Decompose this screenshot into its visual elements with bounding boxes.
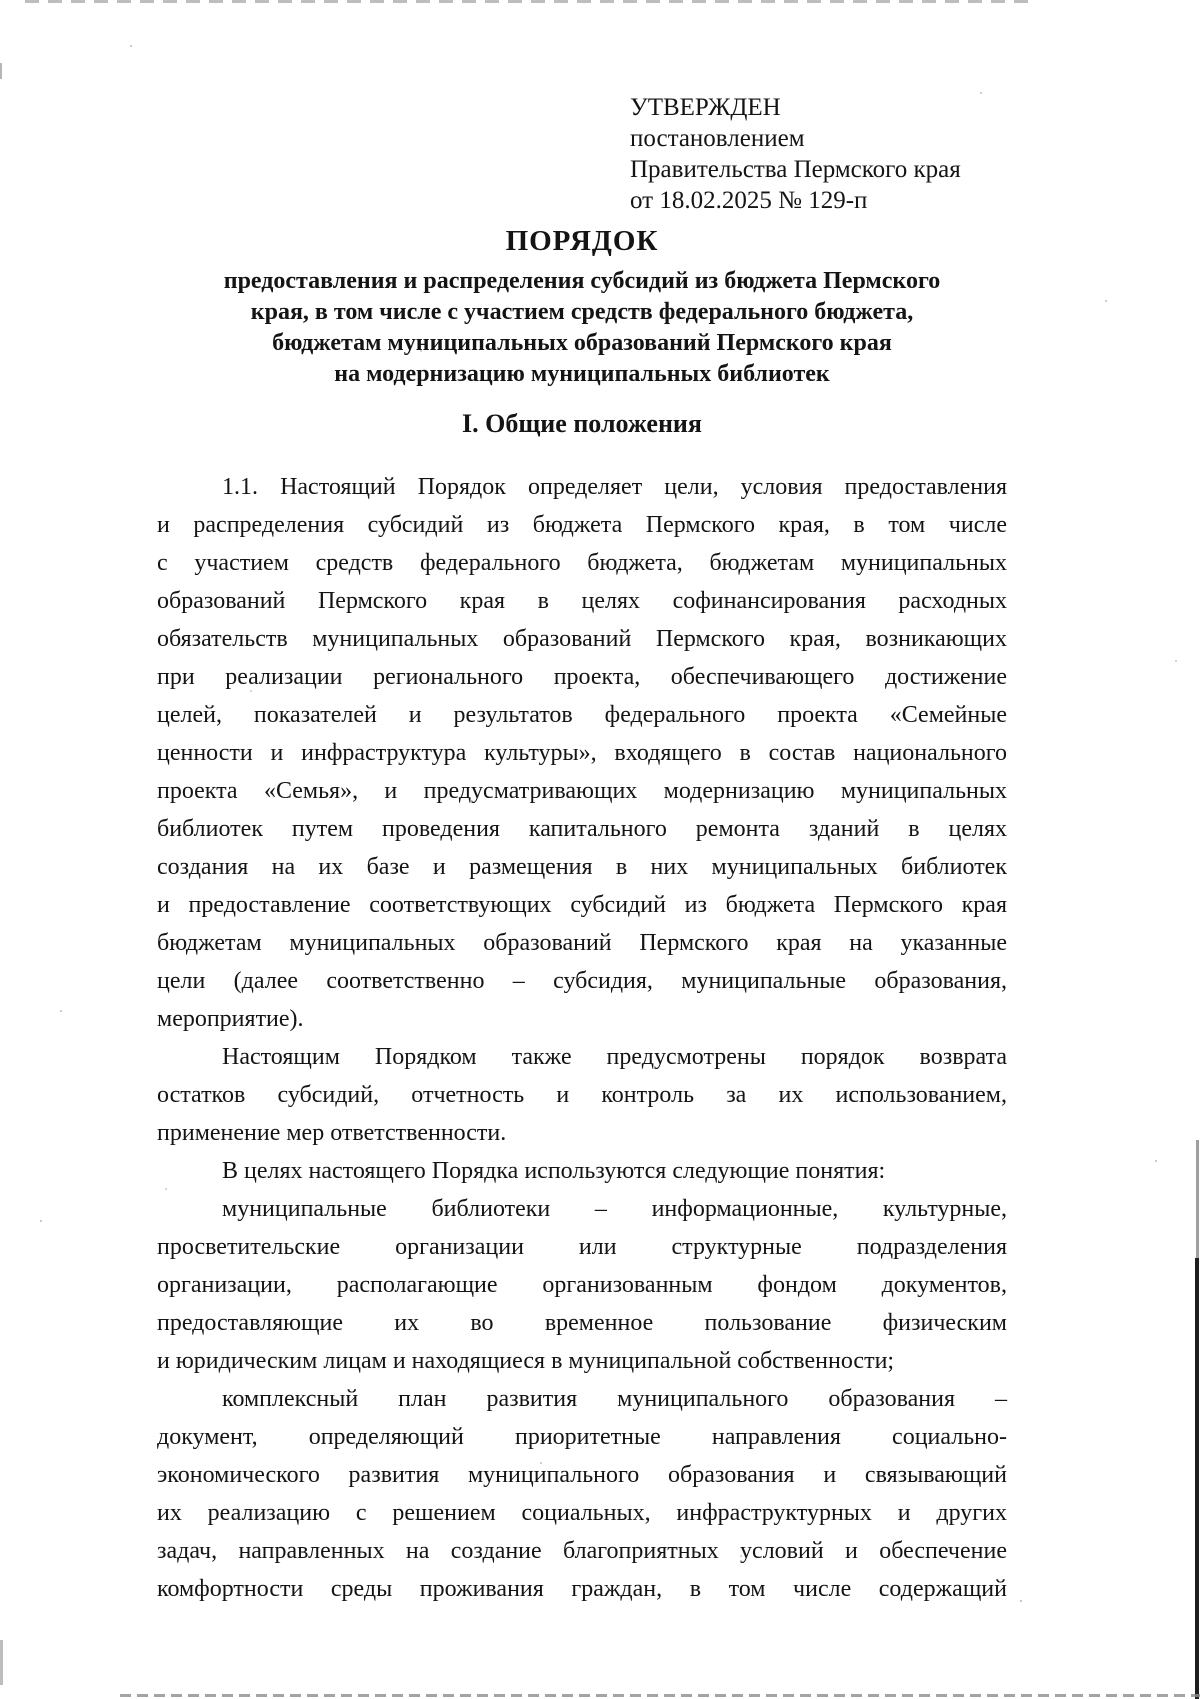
approval-block [630,92,1100,216]
scan-edge-artifact-top [25,0,1035,3]
text-line: предоставляющие их во временное пользование физическим [157,1310,1007,1336]
text-line: мероприятие). [157,1006,304,1032]
text-line: комфортности среды проживания граждан, в том числе содержащий [157,1576,1007,1602]
text-line: целей, показателей и результатов федерального проекта «Семейные [157,702,1007,728]
paragraph [157,1190,1007,1380]
scan-edge-artifact-left [0,63,2,79]
text-line: бюджетам муниципальных образований Пермского края на указанные [157,930,1007,956]
text-line: с участием средств федерального бюджета, бюджетам муниципальных [157,550,1007,576]
text-line: остатков субсидий, отчетность и контроль за их использованием, [157,1082,1007,1108]
paragraph [157,1152,1007,1190]
paragraph [157,1380,1007,1608]
text-line: предоставления и распределения субсидий из бюджета Пермского [223,268,941,294]
document-title: ПОРЯДОК [505,225,659,257]
scan-edge-artifact-right-gray [1196,1140,1199,1258]
text-line: на модернизацию муниципальных библиотек [334,361,830,387]
scan-edge-artifact-right-black [1195,1258,1199,1699]
text-line: библиотек путем проведения капитального ремонта зданий в целях [157,816,1007,842]
paragraph [157,1038,1007,1152]
section-heading: I. Общие положения [462,409,702,438]
document-subtitle [157,266,1007,390]
scan-edge-artifact-left-lower [0,1640,3,1685]
text-line: просветительские организации или структурные подразделения [157,1234,1007,1260]
text-line: цели (далее соответственно – субсидия, муниципальные образования, [157,968,1007,994]
text-line: от 18.02.2025 № 129-п [630,187,868,214]
document-body [157,468,1007,1608]
text-line: их реализацию с решением социальных, инфраструктурных и других [157,1500,1007,1526]
text-line: и предоставление соответствующих субсидий из бюджета Пермского края [157,892,1007,918]
text-line: В целях настоящего Порядка используются следующие понятия: [222,1158,886,1184]
text-line: документ, определяющий приоритетные направления социально- [157,1424,1007,1450]
text-line: ценности и инфраструктура культуры», входящего в состав национального [157,740,1007,766]
text-line: бюджетам муниципальных образований Пермского края [272,330,892,356]
text-line: и распределения субсидий из бюджета Пермского края, в том числе [157,512,1007,538]
text-line: образований Пермского края в целях софинансирования расходных [157,588,1007,614]
text-line: применение мер ответственности. [157,1120,507,1146]
scan-noise-specks [0,0,2,2]
text-line: организации, располагающие организованным фондом документов, [157,1272,1007,1298]
text-line: УТВЕРЖДЕН [630,94,781,121]
text-line: при реализации регионального проекта, обеспечивающего достижение [157,664,1007,690]
text-line: экономического развития муниципального образования и связывающий [157,1462,1007,1488]
text-line: постановлением [630,125,805,152]
text-line: обязательств муниципальных образований Пермского края, возникающих [157,626,1007,652]
text-line: и юридическим лицам и находящиеся в муниципальной собственности; [157,1348,895,1374]
text-line: комплексный план развития муниципального образования – [222,1386,1007,1412]
text-line: 1.1. Настоящий Порядок определяет цели, условия предоставления [222,474,1007,500]
text-line: Правительства Пермского края [630,156,961,183]
scan-edge-artifact-bottom [120,1694,1200,1697]
text-line: муниципальные библиотеки – информационные, культурные, [222,1196,1007,1222]
text-line: Настоящим Порядком также предусмотрены порядок возврата [222,1044,1007,1070]
paragraph [157,468,1007,1038]
text-line: края, в том числе с участием средств федерального бюджета, [250,299,914,325]
text-line: задач, направленных на создание благоприятных условий и обеспечение [157,1538,1007,1564]
text-line: проекта «Семья», и предусматривающих модернизацию муниципальных [157,778,1007,804]
text-line: создания на их базе и размещения в них муниципальных библиотек [157,854,1007,880]
